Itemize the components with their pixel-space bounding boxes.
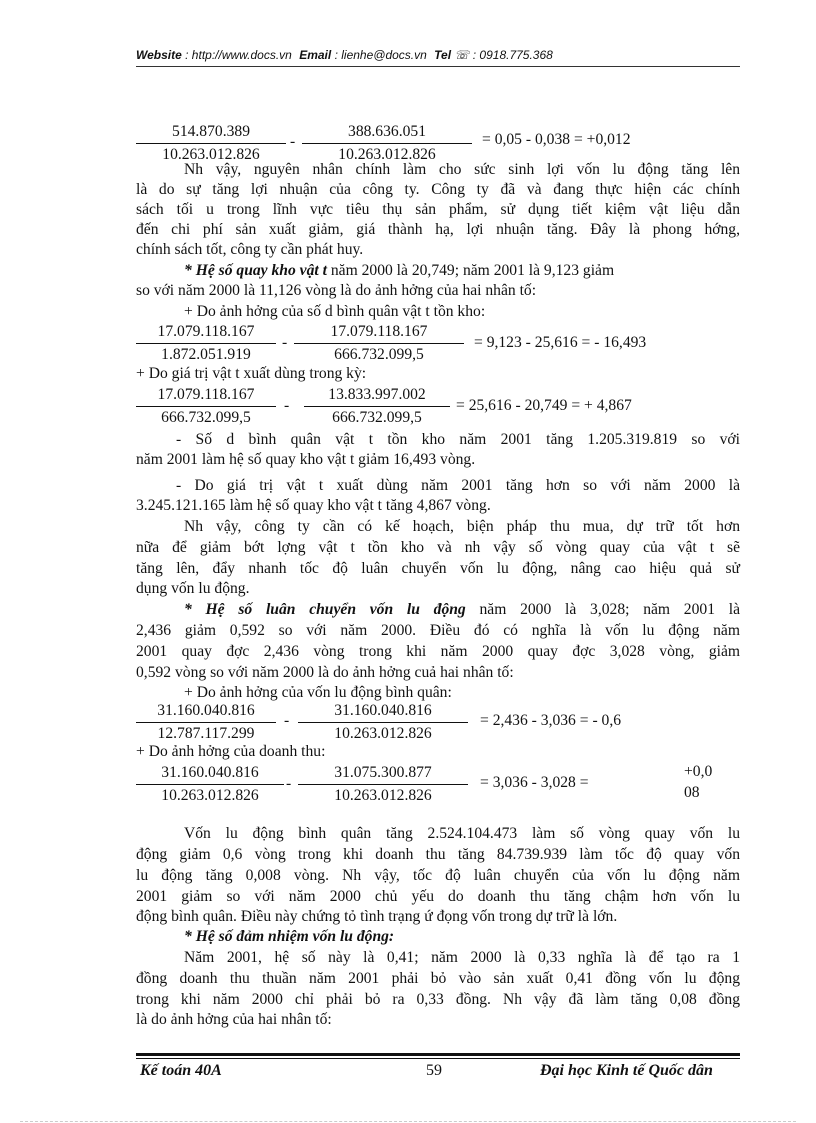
eq1-fraction-2: $\frac{388.636.051}{10.263.012.826}$ bbox=[302, 122, 472, 165]
para5-line: lu động tăng 0,008 vòng. Nh vậy, tốc độ luân chuyển của vốn lu động năm bbox=[136, 867, 740, 884]
page-header bbox=[136, 48, 740, 62]
eq5-fraction-2: $\frac{31.075.300.877}{10.263.012.826}$ bbox=[298, 763, 468, 806]
sec2-line: 2001 quay đợc 2,436 vòng trong khi năm 2000 quay đợc 3,028 vòng, giảm bbox=[136, 643, 740, 660]
para5-line: Vốn lu động bình quân tăng 2.524.104.473 làm số vòng quay vốn lu bbox=[184, 825, 740, 842]
sec3-title-line bbox=[184, 927, 394, 947]
eq2-minus: - bbox=[282, 334, 288, 351]
header-divider bbox=[136, 66, 740, 67]
sec1-line: so với năm 2000 là 11,126 vòng là do ảnh hởng của hai nhân tố: bbox=[136, 282, 537, 299]
eq5-fraction-1: $\frac{31.160.040.816}{10.263.012.826}$ bbox=[136, 763, 284, 806]
eq5-result-top: +0,0 bbox=[684, 763, 713, 780]
eq3-fraction-2: $\frac{13.833.997.002}{666.732.099,5}$ bbox=[304, 385, 450, 428]
email-value: : lienhe@docs.vn bbox=[334, 48, 427, 62]
eq4-fraction-2: $\frac{31.160.040.816}{10.263.012.826}$ bbox=[298, 701, 468, 744]
footer-left: Kế toán 40A bbox=[140, 1062, 222, 1079]
sec2-factor-1: + Do ảnh hởng của vốn lu động bình quân: bbox=[184, 684, 452, 701]
footer-right: Đại học Kinh tế Quốc dân bbox=[540, 1062, 713, 1079]
eq4-fraction-1: $\frac{31.160.040.816}{12.787.117.299}$ bbox=[136, 701, 276, 744]
para1-line: đến chi phí sản xuất giảm, giá thành hạ, lợi nhuận tăng. Đây là phong hớng, bbox=[136, 221, 740, 238]
factor-3: + Do ảnh hởng của doanh thu: bbox=[136, 743, 326, 760]
website-label: Website bbox=[136, 48, 182, 62]
eq3-minus: - bbox=[284, 397, 290, 414]
page-number: 59 bbox=[426, 1062, 442, 1079]
para1-line: chính sách tốt, công ty cần phát huy. bbox=[136, 241, 364, 258]
page-bottom-border bbox=[20, 1121, 796, 1122]
email-label: Email bbox=[299, 48, 332, 62]
sec1-factor-1: + Do ảnh hởng của số d bình quân vật t tồn kho: bbox=[184, 303, 486, 320]
factor-2: + Do giá trị vật t xuất dùng trong kỳ: bbox=[136, 365, 367, 382]
para3-line: - Do giá trị vật t xuất dùng năm 2001 tăng hơn so với năm 2000 là bbox=[176, 477, 740, 494]
footer-divider-thick bbox=[136, 1053, 740, 1056]
para2-line: năm 2001 làm hệ số quay kho vật t giảm 16,493 vòng. bbox=[136, 451, 476, 468]
sec3-title: * Hệ số đảm nhiệm vốn lu động: bbox=[184, 928, 395, 945]
sec1-title: * Hệ số quay kho vật t bbox=[184, 262, 327, 279]
eq3-result: = 25,616 - 20,749 = + 4,867 bbox=[456, 397, 632, 414]
para4-line: dụng vốn lu động. bbox=[136, 580, 250, 597]
eq1-fraction-1: $\frac{514.870.389}{10.263.012.826}$ bbox=[136, 122, 286, 165]
eq5-result-bottom: 08 bbox=[684, 784, 700, 801]
para2-line: - Số d bình quân vật t tồn kho năm 2001 tăng 1.205.319.819 so với bbox=[176, 431, 740, 448]
tel-label: Tel bbox=[434, 48, 452, 62]
eq2-fraction-2: $\frac{17.079.118.167}{666.732.099,5}$ bbox=[294, 322, 464, 365]
sec3-line: đồng doanh thu thuần năm 2001 phải bỏ vào sản xuất 0,41 đồng vốn lu động bbox=[136, 970, 740, 987]
para4-line: tăng lên, đẩy nhanh tốc độ luân chuyển vốn lu động, nâng cao hiệu quả sử bbox=[136, 560, 740, 577]
sec3-line: Năm 2001, hệ số này là 0,41; năm 2000 là 0,33 nghĩa là để tạo ra 1 bbox=[184, 949, 740, 966]
para4-line: Nh vậy, công ty cần có kế hoạch, biện pháp thu mua, dự trữ tốt hơn bbox=[184, 518, 740, 535]
sec2-line: 2,436 giảm 0,592 so với năm 2000. Điều đó có nghĩa là vốn lu động năm bbox=[136, 622, 740, 639]
sec3-line: là do ảnh hởng của hai nhân tố: bbox=[136, 1011, 332, 1028]
sec2-title-line: * Hệ số luân chuyển vốn lu động năm 2000 là 3,028; năm 2001 là bbox=[184, 601, 740, 618]
sec2-title: * Hệ số luân chuyển vốn lu động bbox=[184, 601, 466, 618]
eq1-result: = 0,05 - 0,038 = +0,012 bbox=[482, 131, 631, 148]
eq5-result: = 3,036 - 3,028 = bbox=[480, 774, 589, 791]
para1-line: là do sự tăng lợi nhuận của công ty. Công ty đã và đang thực hiện các chính bbox=[136, 181, 740, 198]
para5-line: động giảm 0,6 vòng trong khi doanh thu tăng 84.739.939 làm tốc độ quay vốn bbox=[136, 846, 740, 863]
tel-value: : 0918.775.368 bbox=[472, 48, 553, 62]
para1-line: sách tối u trong lĩnh vực tiêu thụ sản phẩm, sử dụng tiết kiệm vật liệu dẫn bbox=[136, 201, 740, 218]
para5-line: động bình quân. Điều này chứng tỏ tình trạng ứ đọng vốn trong dự trữ là lớn. bbox=[136, 908, 618, 925]
para1-line: Nh vậy, nguyên nhân chính làm cho sức sinh lợi vốn lu động tăng lên bbox=[184, 161, 740, 178]
eq2-fraction-1: $\frac{17.079.118.167}{1.872.051.919}$ bbox=[136, 322, 276, 365]
para5-line: 2001 giảm so với năm 2000 chủ yếu do doanh thu tăng chậm hơn vốn lu bbox=[136, 888, 740, 905]
eq4-result: = 2,436 - 3,036 = - 0,6 bbox=[480, 712, 622, 729]
sec2-line: 0,592 vòng so với năm 2000 là do ảnh hởng cuả hai nhân tố: bbox=[136, 664, 514, 681]
sec1-title-line: * Hệ số quay kho vật t năm 2000 là 20,749; năm 2001 là 9,123 giảm bbox=[184, 262, 615, 279]
para4-line: nữa để giảm bớt lợng vật t tồn kho và nh vậy số vòng quay của vật t sẽ bbox=[136, 539, 740, 556]
eq5-minus: - bbox=[286, 775, 292, 792]
eq2-result: = 9,123 - 25,616 = - 16,493 bbox=[474, 334, 647, 351]
eq3-fraction-1: $\frac{17.079.118.167}{666.732.099,5}$ bbox=[136, 385, 276, 428]
eq4-minus: - bbox=[284, 712, 290, 729]
website-value: : http://www.docs.vn bbox=[185, 48, 292, 62]
sec3-line: trong khi năm 2000 chỉ phải bỏ ra 0,33 đồng. Nh vậy đã làm tăng 0,08 đồng bbox=[136, 991, 740, 1008]
eq1-minus: - bbox=[290, 133, 296, 150]
para3-line: 3.245.121.165 làm hệ số quay kho vật t tăng 4,867 vòng. bbox=[136, 497, 491, 514]
phone-icon: ☏ bbox=[454, 48, 470, 62]
footer-divider-thin bbox=[136, 1058, 740, 1059]
